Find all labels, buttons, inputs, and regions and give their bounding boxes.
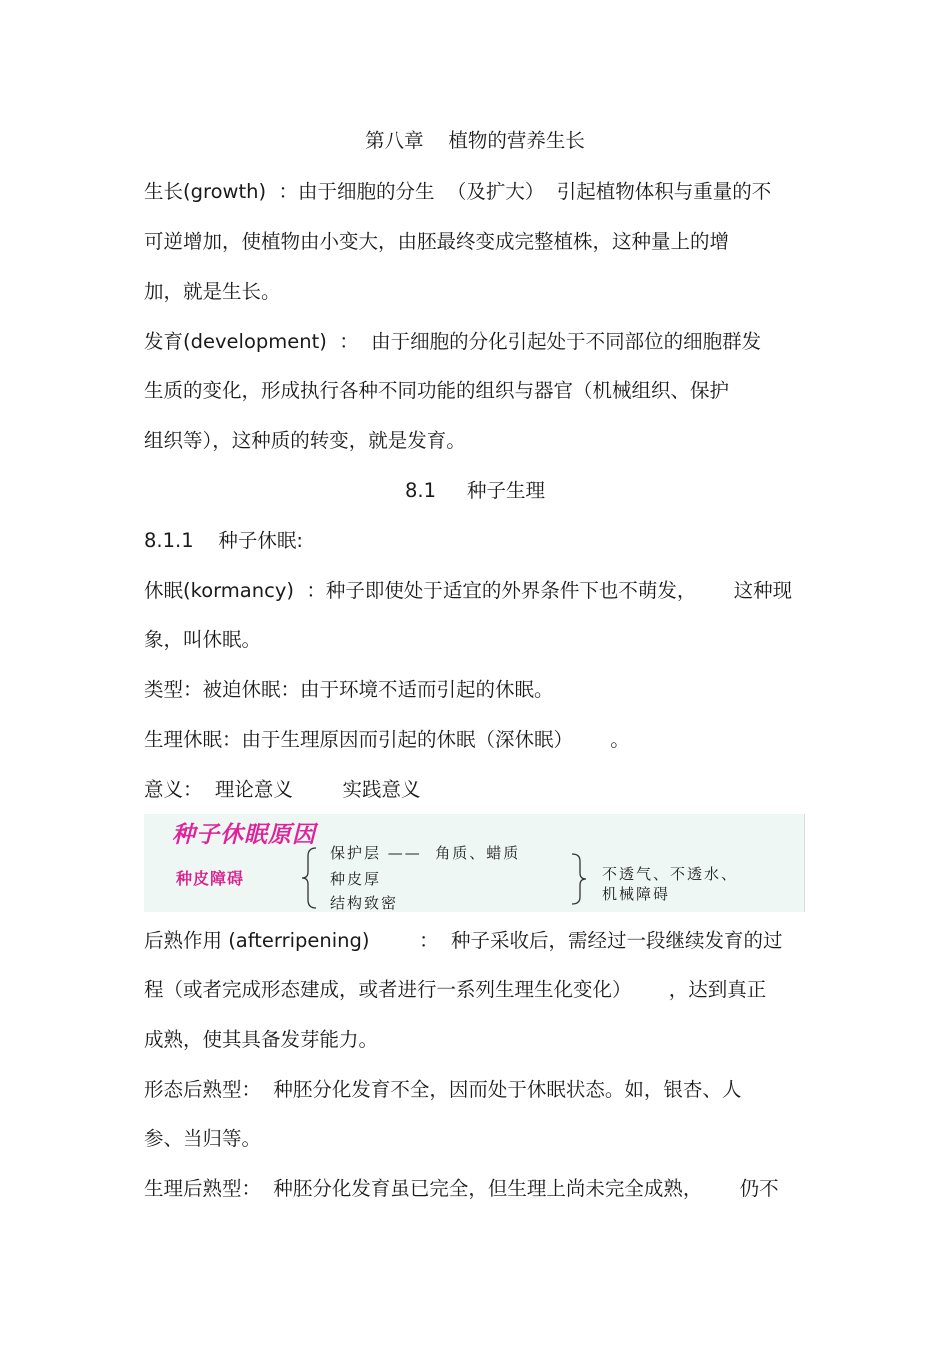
figure-left-label: 种皮障碍 [176,869,245,888]
paragraph-line: 发育(development) ： 由于细胞的分化引起处于不同部位的细胞群发 [144,330,762,353]
paragraph-line: 休眠(kormancy) ：种子即使处于适宜的外界条件下也不萌发， 这种现 [144,579,793,602]
figure-item: 种皮厚 [330,870,382,888]
figure-right-text: 不透气、不透水、 [602,865,739,883]
paragraph-line: 参、当归等。 [144,1127,262,1150]
figure-right-text: 机械障碍 [602,885,671,903]
paragraph-line: 可逆增加，使植物由小变大，由胚最终变成完整植株，这种量上的增 [144,230,730,253]
paragraph-line: 形态后熟型： 种胚分化发育不全，因而处于休眠状态。如，银杏、人 [144,1078,742,1101]
paragraph-line: 成熟，使其具备发芽能力。 [144,1028,379,1051]
paragraph-line: 象，叫休眠。 [144,628,262,651]
paragraph-line: 意义： 理论意义 实践意义 [144,778,421,801]
figure-item: 保护层 —— 角质、蜡质 [330,844,521,862]
paragraph-line: 生理后熟型： 种胚分化发育虽已完全，但生理上尚未完全成熟， 仍不 [144,1177,779,1200]
paragraph-line: 组织等），这种质的转变，就是发育。 [144,429,466,452]
chapter-title: 第八章 植物的营养生长 [365,129,585,152]
figure-item: 结构致密 [330,894,399,912]
paragraph-line: 加，就是生长。 [144,280,281,303]
paragraph-line: 后熟作用 (afterripening) ： 种子采收后，需经过一段继续发育的过 [144,929,783,952]
figure-title: 种子休眠原因 [172,821,316,848]
paragraph-line: 生长(growth) ：由于细胞的分生 （及扩大） 引起植物体积与重量的不 [144,180,772,203]
right-brace-icon [568,852,588,906]
left-brace-icon [300,846,320,910]
section-title: 8.1 种子生理 [404,479,545,502]
dormancy-causes-figure [144,814,805,912]
paragraph-line: 类型：被迫休眠：由于环境不适而引起的休眠。 [144,678,554,701]
paragraph-line: 生理休眠：由于生理原因而引起的休眠（深休眠） 。 [144,728,630,751]
subsection-title: 8.1.1 种子休眠: [144,529,303,552]
paragraph-line: 程（或者完成形态建成，或者进行一系列生理生化变化） ，达到真正 [144,978,767,1001]
paragraph-line: 生质的变化，形成执行各种不同功能的组织与器官（机械组织、保护 [144,379,730,402]
